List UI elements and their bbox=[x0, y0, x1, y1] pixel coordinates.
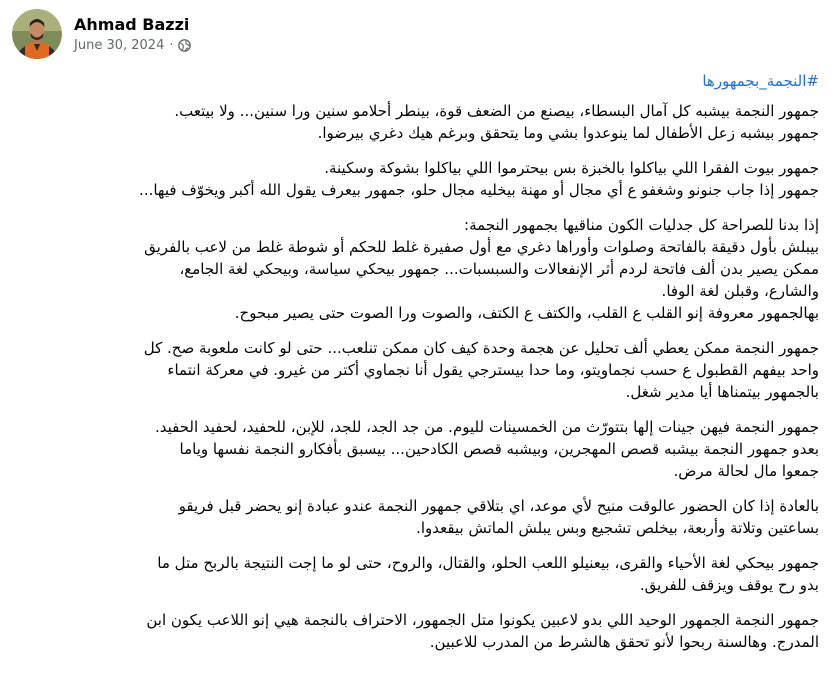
paragraph-3 bbox=[18, 214, 819, 324]
paragraph-2 bbox=[18, 157, 819, 201]
text-line: جمهور النجمة فيهن جينات إلها بتتورّث من الخمسينات لليوم. من جد الجد، للجد، للإبن، للحفيد، لحفيد الحفيد. bbox=[154, 418, 819, 436]
text-line: ممكن يصير بدن ألف فاتحة لردم أثر الإنفعالات والسبسبات... جمهور بيحكي سياسة، وبيحكي لغة الجامع، bbox=[179, 260, 819, 278]
text-line: والشارع، وقبلن لغة الوفا. bbox=[661, 282, 819, 300]
post-header bbox=[12, 8, 191, 60]
paragraph-4 bbox=[18, 337, 819, 403]
text-line: بالجمهور بيتمناها أيا مدير شغل. bbox=[625, 383, 819, 401]
paragraph-5 bbox=[18, 416, 819, 482]
text-line: جمهور بيوت الفقرا اللي بياكلوا بالخبزة بس بيحترموا اللي بياكلوا بشوكة وسكينة. bbox=[324, 159, 819, 177]
paragraph-7 bbox=[18, 552, 819, 596]
hashtag-link[interactable]: #النجمة_بجمهورها bbox=[702, 72, 819, 90]
text-line: جمهور بيشبه زعل الأطفال لما ينوعدوا بشي وما يتحقق وبرغم هيك دغري بيرضوا. bbox=[317, 124, 819, 142]
text-line: بدو رح يوقف ويزقف للفريق. bbox=[639, 576, 819, 594]
post-date[interactable]: June 30, 2024 bbox=[74, 37, 165, 53]
text-line: بعدو جمهور النجمة بيشبه قصص المهجرين، وبيشبه قصص الكادحين... بيسبق بأفكارو النجمة نفسها وياما bbox=[179, 440, 819, 458]
text-line: إذا بدنا للصراحة كل جدليات الكون مناقيها بجمهور النجمة: bbox=[464, 216, 819, 234]
text-line: جمهور النجمة ممكن يعطي ألف تحليل عن هجمة وحدة كيف كان ممكن تنلعب... حتى لو كانت ملعوبة صح. كل bbox=[143, 339, 819, 357]
paragraph-1 bbox=[18, 100, 819, 144]
text-line: بيبلش بأول دقيقة بالفاتحة وصلوات وأوراها دغري مع أول صفيرة غلط للحكم أو شوطة غلط من لاعب بالفريق bbox=[144, 238, 819, 256]
avatar-image bbox=[12, 9, 62, 59]
paragraph-8 bbox=[18, 609, 819, 653]
text-line: بهالجمهور معروفة إنو القلب ع القلب، والكتف ع الكتف، والصوت ورا الصوت حتى يصير مبحوح. bbox=[234, 304, 819, 322]
author-name[interactable]: Ahmad Bazzi bbox=[74, 14, 190, 34]
post-meta bbox=[74, 15, 191, 54]
text-line: جمهور بيحكي لغة الأحياء والقرى، بيعنيلو اللعب الحلو، والقتال، والروح، حتى لو ما إجت النتيجة بالربح متل ما bbox=[157, 554, 819, 572]
text-line: بساعتين وتلاتة وأربعة، بيخلص تشجيع وبس يبلش الماتش بيقعدوا. bbox=[416, 519, 819, 537]
paragraph-6 bbox=[18, 495, 819, 539]
text-line: جمهور النجمة بيشبه كل آمال البسطاء، بيصنع من الضعف قوة، بينطر أحلامو سنين ورا سنين... ولا بيتعب. bbox=[174, 102, 819, 120]
avatar[interactable] bbox=[12, 9, 62, 59]
text-line: جمهور النجمة الجمهور الوحيد اللي بدو لاعبين يكونوا متل الجمهور، الاحتراف بالنجمة هيي إنو اللاعب يكون ابن bbox=[146, 611, 819, 629]
text-line: المدرج. وهالسنة ربحوا لأنو تحقق هالشرط من المدرب للاعبين. bbox=[429, 633, 819, 651]
text-line: بالعادة إذا كان الحضور عالوقت منيح لأي موعد، اي بتلاقي جمهور النجمة عندو عبادة إنو يحضر قبل فريقو bbox=[178, 497, 819, 515]
globe-icon[interactable] bbox=[178, 39, 191, 52]
post-subline bbox=[74, 38, 191, 54]
post-text bbox=[18, 70, 819, 666]
text-line: جمهور إذا جاب جنونو وشغفو ع أي مجال أو مهنة بيخليه مجال حلو، جمهور بيعرف يقول الله أكبر ويخوّف فيها... bbox=[139, 181, 819, 199]
separator-dot: · bbox=[169, 37, 174, 53]
text-line: جمعوا مال لحالة مرض. bbox=[673, 462, 819, 480]
text-line: واحد بيفهم القطبول ع حسب نجماويتو، وما حدا بيسترجي يقول أنا نجماوي أكتر من غيرو. في معركة انتماء bbox=[167, 361, 819, 379]
